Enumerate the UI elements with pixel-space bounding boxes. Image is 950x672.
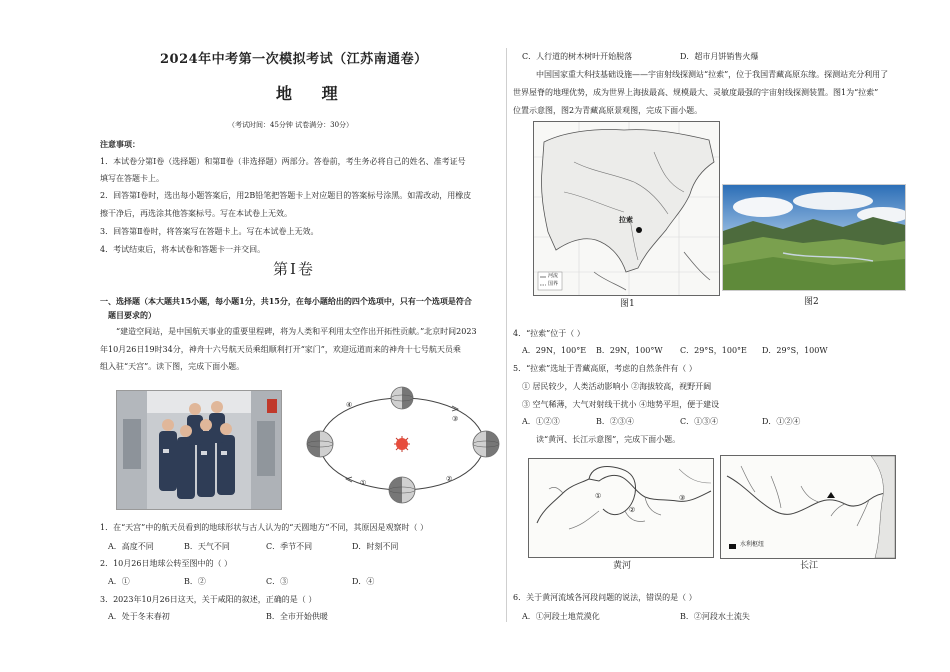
q6-option-a: A．①河段土地荒漠化 <box>522 612 600 621</box>
lasso-marker-label: 拉索 <box>619 215 633 224</box>
q5-statement-2: ③ 空气稀薄，大气对射线干扰小 ④地势平坦，便于建设 <box>522 400 720 409</box>
lasso-intro-3: 位置示意图，图2为青藏高原景观图，完成下面小题。 <box>513 106 703 115</box>
column-divider <box>506 48 507 622</box>
q5-option-b: B．②③④ <box>596 417 634 426</box>
q3-option-d: D．超市月饼销售火爆 <box>680 52 759 61</box>
q6-option-b: B．②河段水土流失 <box>680 612 750 621</box>
volume-title: 第Ⅰ卷 <box>273 260 315 278</box>
exam-info: （考试时间：45分钟 试卷满分：30分） <box>228 121 354 129</box>
q1-stem: 1．在“天宫”中的航天员看到的地球形状与古人认为的“天圆地方”不同，其原因是观察时（ ） <box>100 523 428 532</box>
notice-line-2: 填写在答题卡上。 <box>100 174 164 183</box>
orbit-label-3: ③ <box>452 415 459 423</box>
changjiang-map <box>720 455 896 559</box>
earth-orbit-diagram <box>302 378 527 513</box>
q5-option-d: D．①②④ <box>762 417 801 426</box>
q3-stem: 3．2023年10月26日这天，关于咸阳的叙述，正确的是（ ） <box>100 595 317 604</box>
subject-title: 地 理 <box>276 84 350 103</box>
legend-border: 国界 <box>548 281 559 287</box>
q1-option-a: A．高度不同 <box>108 542 154 551</box>
notice-line-4: 擦干净后，再选涂其他答案标号。写在本试卷上无效。 <box>100 209 292 218</box>
q4-option-a: A．29N，100°E <box>522 346 587 355</box>
huanghe-caption: 黄河 <box>613 561 632 571</box>
huanghe-marker-3: ③ <box>679 494 686 502</box>
astronaut-photo <box>116 390 282 510</box>
huanghe-marker-2: ② <box>629 506 636 514</box>
plateau-landscape-photo <box>722 184 906 291</box>
q4-option-c: C．29°S，100°E <box>680 346 747 355</box>
section1-heading-2: 题目要求的） <box>108 310 156 320</box>
huanghe-map <box>528 458 714 558</box>
notice-line-1: 1．本试卷分第Ⅰ卷（选择题）和第Ⅱ卷（非选择题）两部分。答卷前，考生务必将自己的姓名、准考证号 <box>100 157 466 166</box>
section1-intro-2: 年10月26日19时34分，神舟十六号航天员乘组顺利打开“家门”，欢迎远道而来的神舟十七号航天员乘 <box>100 345 461 354</box>
q2-option-b: B．② <box>184 577 206 586</box>
q3-option-a: A．处于冬末春初 <box>108 612 170 621</box>
q4-option-d: D．29°S，100W <box>762 346 828 355</box>
q2-option-c: C．③ <box>266 577 289 586</box>
notice-line-5: 3．回答第Ⅱ卷时，将答案写在答题卡上。写在本试卷上无效。 <box>100 227 319 236</box>
orbit-label-1: ① <box>360 479 367 487</box>
changjiang-caption: 长江 <box>800 561 819 571</box>
legend-river: 河流 <box>548 273 559 279</box>
q1-option-b: B．天气不同 <box>184 542 230 551</box>
q3-option-c: C．人行道的树木树叶开始脱落 <box>522 52 633 61</box>
section1-heading: 一、选择题（本大题共15小题，每小题1分，共15分，在每小题给出的四个选项中，只有一个选项是符合 <box>100 296 472 306</box>
q4-stem: 4．“拉索”位于（ ） <box>513 329 585 338</box>
q1-option-d: D．时刻不同 <box>352 542 399 551</box>
figure1-caption: 图1 <box>620 299 635 309</box>
section1-intro-3: 组入驻“天宫”。读下图，完成下面小题。 <box>100 362 245 371</box>
dam-legend: 水利枢纽 <box>740 541 765 548</box>
huanghe-marker-1: ① <box>595 492 602 500</box>
q5-stem: 5．“拉索”选址于青藏高原，考虑的自然条件有（ ） <box>513 364 697 373</box>
orbit-label-4: ④ <box>346 401 353 409</box>
lasso-location-map <box>533 121 720 296</box>
q5-statement-1: ① 居民较少，人类活动影响小 ②海拔较高，视野开阔 <box>522 382 712 391</box>
rivers-intro: 读“黄河、长江示意图”，完成下面小题。 <box>536 435 681 444</box>
q4-option-b: B．29N，100°W <box>596 346 663 355</box>
q5-option-c: C．①③④ <box>680 417 719 426</box>
q1-option-c: C．季节不同 <box>266 542 313 551</box>
figure2-caption: 图2 <box>804 297 819 307</box>
notice-line-6: 4．考试结束后，将本试卷和答题卡一并交回。 <box>100 245 266 254</box>
orbit-label-2: ② <box>446 475 453 483</box>
q3-option-b: B．全市开始供暖 <box>266 612 328 621</box>
lasso-intro-1: 中国国家重大科技基础设施——宇宙射线探测站“拉索”，位于我国青藏高原东缘。探测站充分利用了 <box>536 70 889 79</box>
notice-line-3: 2．回答第Ⅰ卷时，选出每小题答案后，用2B铅笔把答题卡上对应题目的答案标号涂黑。如需改动，用橡皮 <box>100 191 472 200</box>
q2-stem: 2．10月26日地球公转至图中的（ ） <box>100 559 232 568</box>
q5-option-a: A．①②③ <box>522 417 560 426</box>
q2-option-d: D．④ <box>352 577 375 586</box>
lasso-intro-2: 世界屋脊的地理优势，成为世界上海拔最高、规模最大、灵敏度最强的宇宙射线探测装置。图1为“拉索” <box>513 88 879 97</box>
q2-option-a: A．① <box>108 577 130 586</box>
section1-intro-1: “建造空间站，是中国航天事业的重要里程碑，将为人类和平利用太空作出开拓性贡献。”北京时间2023 <box>116 327 477 336</box>
notice-heading: 注意事项： <box>100 139 140 149</box>
q6-stem: 6．关于黄河流域各河段问题的说法，错误的是（ ） <box>513 593 697 602</box>
exam-title: 2024年中考第一次模拟考试（江苏南通卷） <box>160 52 428 67</box>
